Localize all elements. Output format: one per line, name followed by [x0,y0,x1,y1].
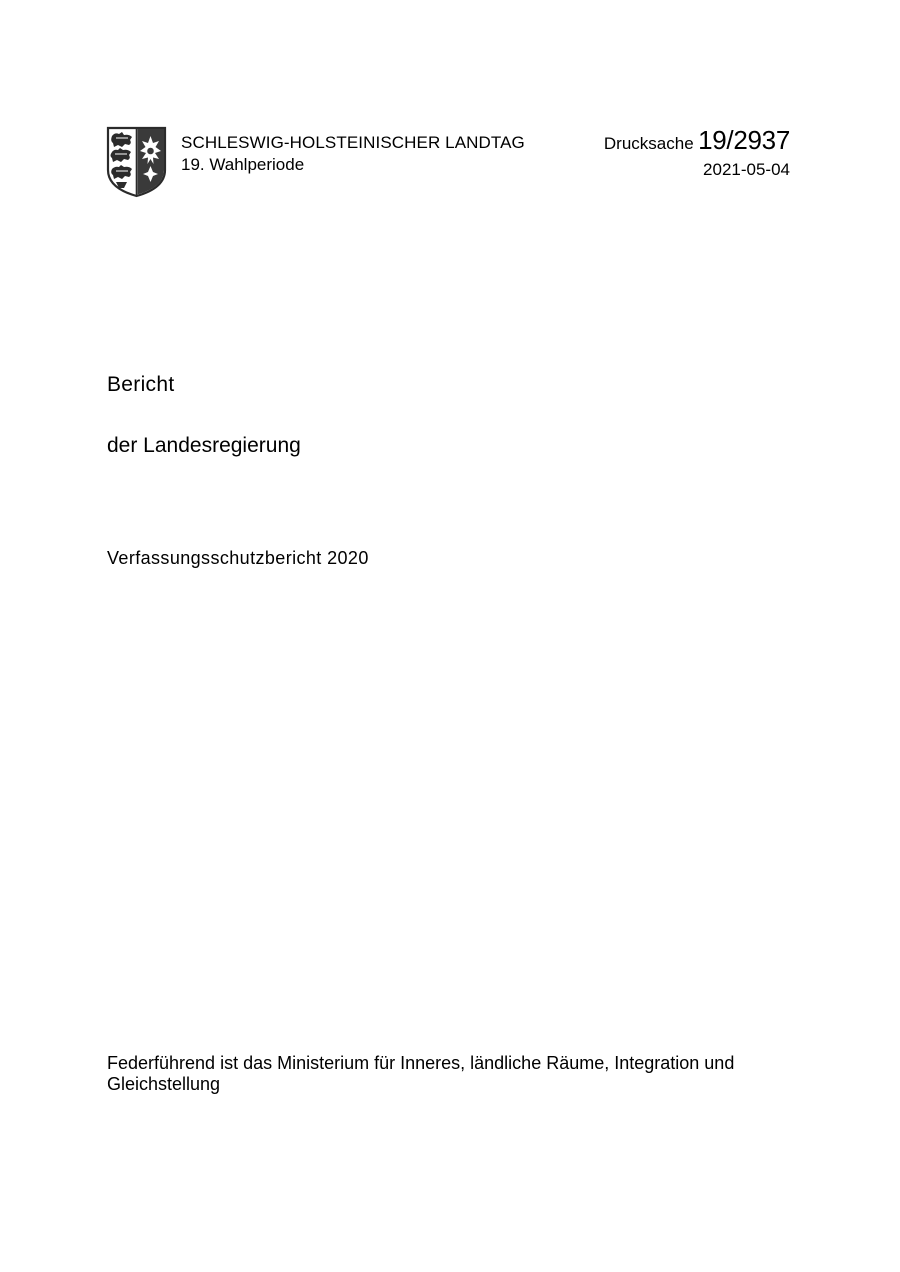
parliament-heading [181,132,525,176]
document-reference [604,125,790,180]
document-date: 2021-05-04 [703,160,790,179]
document-author: der Landesregierung [107,434,301,457]
legislative-period: 19. Wahlperiode [181,155,305,174]
lead-ministry-line-2: Gleichstellung [107,1074,221,1094]
lead-ministry-line-1: Federführend ist das Ministerium für Inneres, ländliche Räume, Integration und [107,1053,735,1073]
document-type: Bericht [107,373,175,396]
reference-number: 19/2937 [698,125,790,155]
coat-of-arms-icon [106,126,167,198]
parliament-name: SCHLESWIG-HOLSTEINISCHER LANDTAG [181,133,525,152]
reference-line [604,125,790,160]
lead-ministry-note [107,1053,787,1095]
reference-label: Drucksache [603,134,694,153]
document-subject: Verfassungsschutzbericht 2020 [107,548,369,568]
